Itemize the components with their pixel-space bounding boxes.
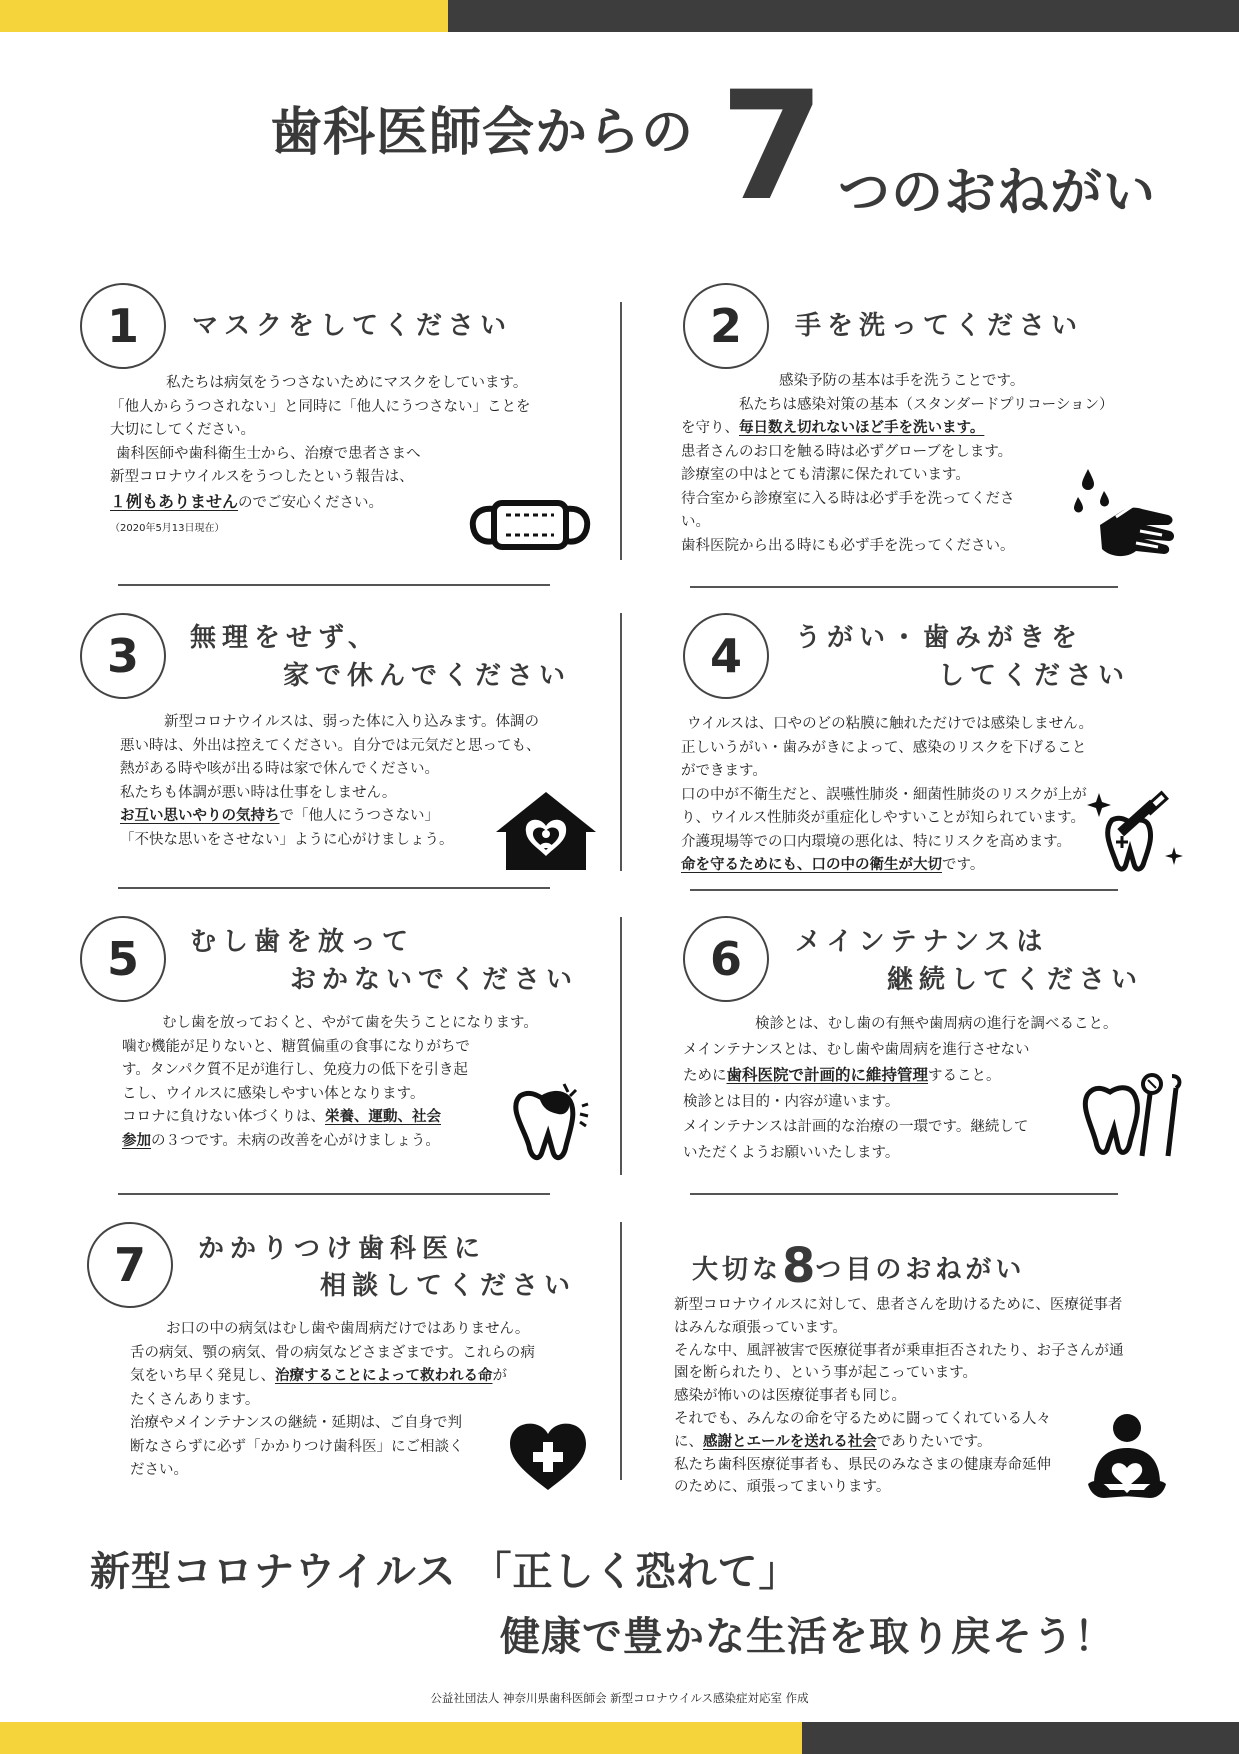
center-divider-2 [620, 613, 622, 871]
eighth-line: 新型コロナウイルスに対して、患者さんを助けるために、医療従事者 [674, 1297, 1123, 1313]
section-6-line: ために歯科医院で計画的に維持管理すること。 [683, 1066, 1001, 1084]
mask-icon [468, 497, 592, 557]
header-title-number: 7 [720, 60, 825, 234]
section-2-emphasis: 毎日数え切れないほど手を洗います。 [739, 420, 985, 436]
section-1-line: 私たちは病気をうつさないためにマスクをしています。 [166, 375, 528, 391]
section-7-line: 舌の病気、顎の病気、骨の病気などさまざまです。これらの病 [130, 1344, 535, 1361]
section-1-line: 「他人からうつされない」と同時に「他人にうつさない」ことを [110, 398, 531, 415]
section-4-line: 正しいうがい・歯みがきによって、感染のリスクを下げること [681, 739, 1087, 756]
section-3-line: 私たちも体調が悪い時は仕事をしません。 [120, 784, 397, 801]
section-6-emphasis: 歯科医院で計画的に維持管理 [726, 1066, 929, 1084]
section-2-number: 2 [683, 283, 769, 369]
section-5-line: コロナに負けない体づくりは、栄養、運動、社会 [122, 1109, 441, 1125]
section-5-emphasis: 栄養、運動、社会 [325, 1109, 441, 1125]
section-3-line: 悪い時は、外出は控えてください。自分では元気だと思っても、 [120, 737, 541, 754]
header-title-part1: 歯科医師会からの [270, 103, 695, 163]
dental-tools-icon [1080, 1072, 1186, 1164]
section-3-line: 「不快な思いをさせない」ように心がけましょう。 [120, 831, 454, 848]
section-5-title-line2: おかないでください [290, 965, 579, 995]
medical-heart-icon [508, 1418, 588, 1496]
center-divider-1 [620, 302, 622, 560]
home-heart-icon [494, 790, 598, 876]
section-1-line: １例もありませんのでご安心ください。 [110, 491, 384, 511]
section-1-number: 1 [80, 283, 166, 369]
section-3-line: 熱がある時や咳が出る時は家で休んでください。 [120, 761, 439, 777]
credit-text: 公益社団法人 神奈川県歯科医師会 新型コロナウイルス感染症対応室 作成 [430, 1691, 809, 1705]
eighth-line: はみんな頑張っています。 [674, 1319, 847, 1336]
section-5-number: 5 [80, 916, 166, 1002]
section-3-emphasis: お互い思いやりの気持ち [120, 808, 280, 824]
section-1-title: マスクをしてください [192, 311, 513, 341]
eighth-line: 感染が怖いのは医療従事者も同じ。 [674, 1388, 906, 1405]
section-2-line: い。 [681, 514, 710, 530]
header-title-part2: つのおねがい [838, 163, 1157, 223]
section-4-body [681, 713, 1141, 878]
top-bar-yellow [0, 0, 448, 32]
section-1-line: 歯科医師や歯科衛生士から、治療で患者さまへ [116, 445, 421, 462]
section-4-number: 4 [683, 613, 769, 699]
section-2-line: 私たちは感染対策の基本（スタンダードプリコーション） [739, 396, 1114, 413]
section-5-line: 噛む機能が足りないと、糖質偏重の食事になりがちで [122, 1038, 470, 1055]
section-5-body [122, 1012, 562, 1153]
eighth-title: 大切な8つ目のおねがい [692, 1238, 1026, 1294]
section-3-title-line1: 無理をせず、 [190, 623, 380, 653]
section-4-title-line2: してください [938, 661, 1131, 691]
section-7-title-line2: 相談してください [320, 1271, 577, 1301]
eighth-body [674, 1294, 1144, 1499]
section-1-note: （2020年5月13日現在） [110, 523, 225, 534]
section-2-line: 待合室から診療室に入る時は必ず手を洗ってくださ [681, 490, 1015, 507]
section-6-number: 6 [683, 916, 769, 1002]
section-3-line: お互い思いやりの気持ちで「他人にうつさない」 [120, 808, 439, 824]
section-4-line: り、ウイルス性肺炎が重症化しやすいことが知られています。 [681, 810, 1085, 826]
section-7-line: 気をいち早く発見し、治療することによって救われる命が [130, 1368, 507, 1384]
section-3-number: 3 [80, 613, 166, 699]
bottom-bar-dark [802, 1722, 1239, 1754]
section-4-title-line1: うがい・歯みがきを [795, 623, 1084, 653]
row-divider-left-2 [118, 887, 550, 889]
decayed-tooth-icon [506, 1080, 592, 1174]
row-divider-right-2 [690, 889, 1118, 891]
section-6-line: 検診とは、むし歯の有無や歯周病の進行を調べること。 [755, 1016, 1118, 1032]
section-2-line: 感染予防の基本は手を洗うことです。 [779, 373, 1025, 389]
section-5-line: す。タンパク質不足が進行し、免疫力の低下を引き起 [122, 1062, 468, 1078]
section-7-line: 断なさらずに必ず「かかりつけ歯科医」にご相談く [130, 1438, 464, 1455]
section-7-line: お口の中の病気はむし歯や歯周病だけではありません。 [166, 1321, 530, 1337]
section-1-line: 新型コロナウイルスをうつしたという報告は、 [110, 469, 414, 485]
section-6-line: 検診とは目的・内容が違います。 [683, 1093, 900, 1110]
top-bar-dark [448, 0, 1239, 32]
section-2-line: 患者さんのお口を触る時は必ずグローブをします。 [681, 443, 1013, 460]
section-7-line: たくさんあります。 [130, 1391, 260, 1408]
section-1-emphasis: １例もありません [110, 491, 239, 511]
section-7-number: 7 [87, 1222, 173, 1308]
section-2-line: を守り、毎日数え切れないほど手を洗います。 [681, 420, 985, 436]
eighth-line: それでも、みんなの命を守るために闘ってくれている人々 [674, 1410, 1051, 1427]
section-2-title: 手を洗ってください [795, 311, 1084, 341]
section-6-line: いただくようお願いいたします。 [683, 1144, 900, 1161]
eighth-line: 園を断られたり、という事が起こっています。 [674, 1365, 978, 1382]
caring-person-icon [1084, 1412, 1170, 1508]
section-2-line: 歯科医院から出る時にも必ず手を洗ってください。 [681, 537, 1015, 554]
eighth-line: 私たち歯科医療従事者も、県民のみなさまの健康寿命延伸 [674, 1456, 1051, 1473]
section-5-title-line1: むし歯を放って [190, 927, 415, 957]
toothbrush-icon [1086, 790, 1186, 884]
eighth-emphasis: 感謝とエールを送れる社会 [703, 1433, 877, 1450]
section-4-emphasis: 命を守るためにも、口の中の衛生が大切 [681, 857, 942, 873]
section-6-title-line1: メインテナンスは [795, 927, 1049, 957]
hand-washing-icon [1070, 465, 1180, 569]
section-2-line: 診療室の中はとても清潔に保たれています。 [681, 467, 970, 483]
section-4-line: ができます。 [681, 763, 767, 779]
row-divider-left-1 [118, 584, 550, 586]
section-4-line: 介護現場等での口内環境の悪化は、特にリスクを高めます。 [681, 833, 1072, 850]
section-4-line: ウイルスは、口やのどの粘膜に触れただけでは感染しません。 [687, 716, 1093, 732]
center-divider-3 [620, 917, 622, 1175]
row-divider-right-3 [690, 1193, 1118, 1195]
row-divider-left-3 [118, 1193, 550, 1195]
eighth-line: そんな中、風評被害で医療従事者が乗車拒否されたり、お子さんが通 [674, 1342, 1124, 1359]
section-4-line: 口の中が不衛生だと、誤嚥性肺炎・細菌性肺炎のリスクが上が [681, 786, 1087, 803]
footer-line-1: 新型コロナウイルス 「正しく恐れて」 [90, 1549, 800, 1595]
eighth-line: のために、頑張ってまいります。 [674, 1479, 891, 1496]
section-7-body [130, 1318, 570, 1483]
section-1-line: 大切にしてください。 [110, 422, 255, 438]
section-6-title-line2: 継続してください [887, 965, 1144, 995]
center-divider-4 [620, 1222, 622, 1480]
section-5-line: こし、ウイルスに感染しやすい体となります。 [122, 1085, 425, 1102]
section-4-line: 命を守るためにも、口の中の衛生が大切です。 [681, 857, 985, 873]
section-7-emphasis: 治療することによって救われる命 [275, 1368, 493, 1384]
bottom-bar-yellow [0, 1722, 802, 1754]
section-6-line: メインテナンスとは、むし歯や歯周病を進行させない [683, 1041, 1030, 1058]
section-7-title-line1: かかりつけ歯科医に [198, 1234, 487, 1264]
row-divider-right-1 [690, 586, 1118, 588]
eighth-line: に、感謝とエールを送れる社会でありたいです。 [674, 1433, 992, 1450]
section-6-body [683, 1012, 1123, 1166]
footer-line-2: 健康で豊かな生活を取り戻そう！ [500, 1614, 1115, 1660]
section-6-line: メインテナンスは計画的な治療の一環です。継続して [683, 1119, 1029, 1135]
eighth-title-number: 8 [782, 1238, 816, 1294]
section-7-line: ださい。 [130, 1462, 188, 1478]
section-5-line: 参加の３つです。未病の改善を心がけましょう。 [122, 1132, 440, 1149]
section-3-line: 新型コロナウイルスは、弱った体に入り込みます。体調の [164, 714, 539, 730]
section-3-title-line2: 家で休んでください [283, 661, 572, 691]
section-5-line: むし歯を放っておくと、やがて歯を失うことになります。 [162, 1015, 538, 1031]
section-7-line: 治療やメインテナンスの継続・延期は、ご自身で判 [130, 1415, 463, 1431]
